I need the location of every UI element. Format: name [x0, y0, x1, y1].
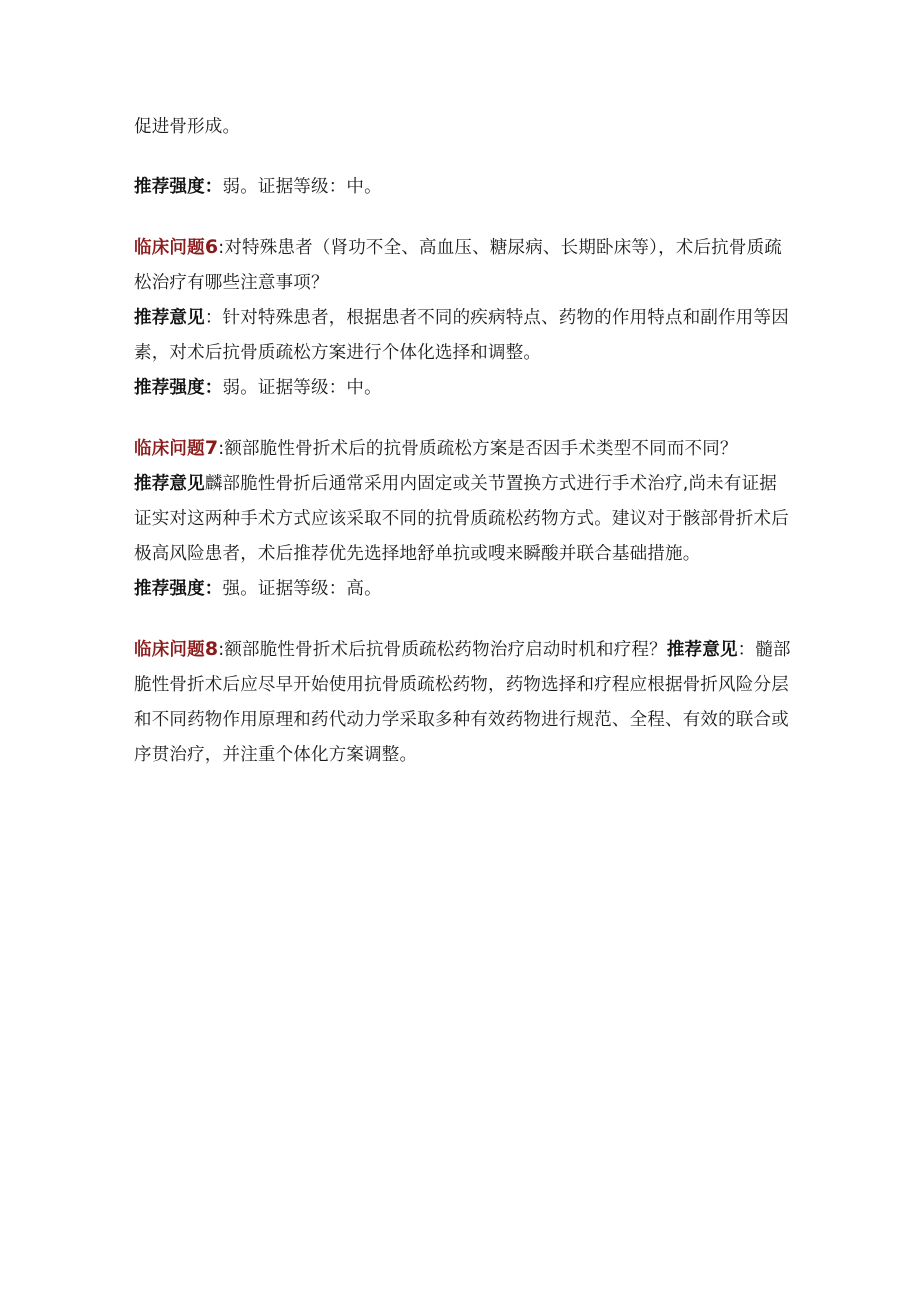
- strength-paragraph-7: [134, 572, 794, 607]
- spacer: [134, 145, 794, 170]
- document-page: [134, 110, 794, 773]
- strength-text: 弱。证据等级：中。: [222, 378, 382, 398]
- question-number: 7: [204, 437, 219, 459]
- question-number: 6: [204, 236, 219, 258]
- recommendation-text: ：髓部脆性骨折术后应尽早开始使用抗骨质疏松药物，药物选择和疗程应根据骨折风险分层和不同药物作用原理和药代动力学采取多种有效药物进行规范、全程、有效的联合或序贯治疗，并注重个体化方案调整。: [134, 640, 791, 765]
- intro-text: 促进骨形成。: [134, 117, 241, 137]
- spacer: [134, 205, 794, 230]
- recommendation-label: 推荐意见: [666, 640, 738, 660]
- question-label: 临床问题: [134, 640, 205, 660]
- strength-text: 强。证据等级：高。: [222, 579, 382, 599]
- recommendation-label: 推荐意见: [134, 474, 205, 494]
- recommendation-text: 麟部脆性骨折后通常采用内固定或关节置换方式进行手术治疗,尚未有证据证实对这两种手术方式应该采取不同的抗骨质疏松药物方式。建议对于骸部骨折术后极高风险患者，术后推荐优先选择地舒单抗或嗖来瞬酸并联合基础措施。: [134, 474, 789, 564]
- recommendation-label: 推荐意见: [134, 308, 205, 328]
- question-label: 临床问题: [134, 238, 205, 258]
- question-8-paragraph: [134, 632, 794, 773]
- question-number: 8: [204, 638, 219, 660]
- question-text: :额部脆性骨折术后的抗骨质疏松方案是否因手术类型不同而不同？: [218, 439, 738, 459]
- strength-paragraph-6: [134, 371, 794, 406]
- strength-label: 推荐强度：: [134, 579, 223, 599]
- recommendation-6-paragraph: [134, 301, 794, 371]
- intro-paragraph: [134, 110, 794, 145]
- strength-label: 推荐强度：: [134, 378, 223, 398]
- spacer: [134, 607, 794, 632]
- spacer: [134, 406, 794, 431]
- question-text: :额部脆性骨折术后抗骨质疏松药物治疗启动时机和疗程？: [218, 640, 667, 660]
- question-7-paragraph: [134, 431, 794, 467]
- question-text: :对特殊患者（肾功不全、高血压、糖尿病、长期卧床等），术后抗骨质疏松治疗有哪些注意事项？: [134, 238, 782, 293]
- strength-label: 推荐强度：: [134, 177, 223, 197]
- strength-text: 弱。证据等级：中。: [222, 177, 382, 197]
- question-6-paragraph: [134, 230, 794, 301]
- recommendation-text: ：针对特殊患者，根据患者不同的疾病特点、药物的作用特点和副作用等因素，对术后抗骨质疏松方案进行个体化选择和调整。: [134, 308, 789, 363]
- recommendation-7-paragraph: [134, 467, 794, 572]
- question-label: 临床问题: [134, 439, 205, 459]
- strength-paragraph-5: [134, 170, 794, 205]
